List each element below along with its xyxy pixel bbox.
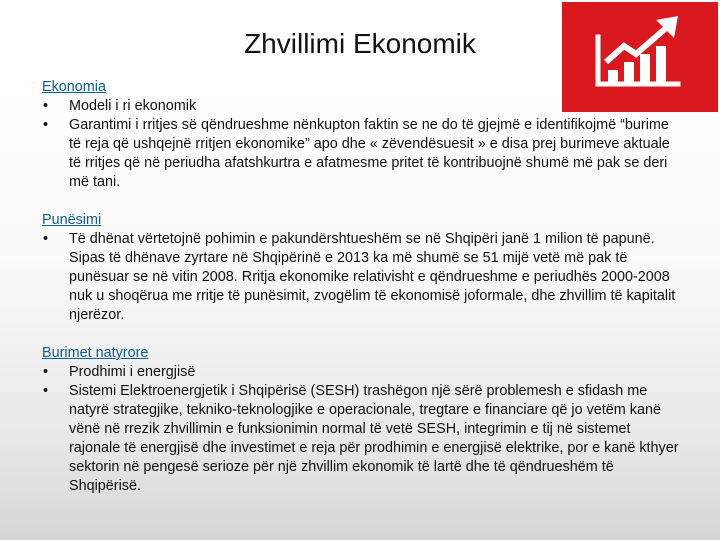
bullet-list (42, 97, 682, 192)
bullet-item: • Të dhënat vërtetojnë pohimin e pakundërshtueshëm se në Shqipëri janë 1 milion të papunë. Sipas të dhënave zyrtare në Shqipërinë e 2013 ka më shumë se 51 mijë vetë më pak të punësuar se në vitin 2008. Rritja ekonomike relativisht e qëndrueshme e periudhës 2000-2008 nuk u shoqërua me rritje të punësimit, zvogëlim të ekonomisë joformale, dhe zhvillim të kapitalit njerëzor. (43, 231, 676, 323)
section-burimet-natyrore (42, 344, 682, 496)
bullet-icon: • (43, 98, 49, 114)
bullet-list (42, 230, 682, 325)
bullet-item: • Modeli i ri ekonomik (43, 98, 197, 114)
bullet-icon: • (43, 383, 49, 399)
section-heading-ekonomia[interactable]: Ekonomia (42, 79, 106, 95)
section-heading-punesimi[interactable]: Punësimi (42, 212, 102, 228)
section-heading-burimet-natyrore[interactable]: Burimet natyrore (42, 345, 149, 361)
bullet-list (42, 363, 682, 496)
bullet-icon: • (43, 231, 49, 247)
slide-title: Zhvillimi Ekonomik (244, 28, 476, 59)
bullet-icon: • (43, 364, 49, 380)
bullet-item: • Garantimi i rritjes së qëndrueshme nënkupton faktin se ne do të gjejmë e identifikojmë “burime të reja që ushqejnë rritjen ekonomike” apo dhe « zëvendësuesit » e disa prej burimeve aktuale të rritjes që në periudha afatshkurtra e afatmesme pritet të kontribuojnë shumë më pak se deri më tani. (43, 117, 670, 190)
section-punesimi (42, 211, 682, 325)
bullet-item: • Prodhimi i energjisë (43, 364, 196, 380)
slide-content (42, 78, 682, 515)
bullet-icon: • (43, 117, 49, 133)
section-ekonomia (42, 78, 682, 192)
bullet-item: • Sistemi Elektroenergjetik i Shqipërisë (SESH) trashëgon një sërë problemesh e sfidash me natyrë strategjike, tekniko-teknologjike e operacionale, tregtare e financiare që jo vetëm kanë vënë në rrezik zhvillimin e funksionimin normal të vetë SESH, integrimin e tij në sistemet rajonale të energjisë dhe investimet e reja për prodhimin e energjisë elektrike, por e kanë kthyer sektorin në pengesë serioze për një zhvillim ekonomik të lartë dhe të qëndrueshëm të Shqipërisë. (43, 383, 679, 494)
